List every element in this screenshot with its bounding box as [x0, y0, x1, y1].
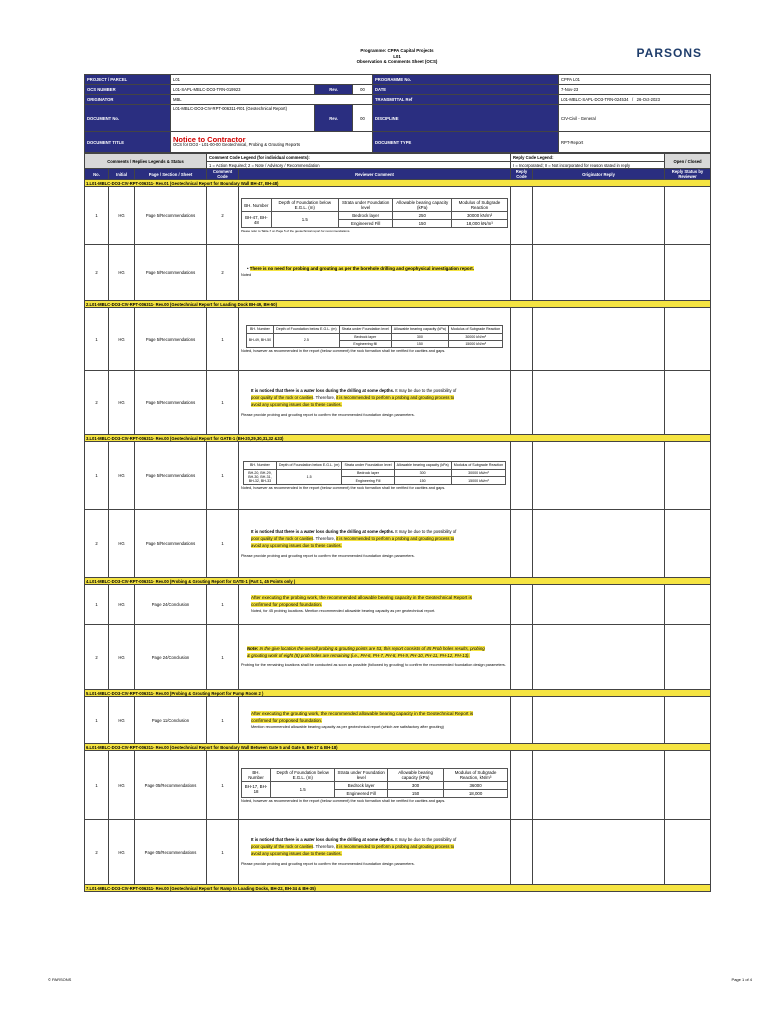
- row-initial: HG: [109, 371, 135, 435]
- discipline-label: DISCIPLINE: [373, 105, 559, 132]
- reply-status-cell: [665, 308, 711, 371]
- originator-reply-cell: [533, 442, 665, 510]
- reply-code-cell: [511, 697, 533, 744]
- comment-note: Noted, however as recommended in the report (below comment) the rock formation shall be verified for cavities and gaps.: [241, 349, 446, 353]
- reviewer-comment: [239, 585, 511, 625]
- mini-depth: 1.5: [276, 469, 342, 485]
- row-code: 1: [207, 371, 239, 435]
- mini-h-strata: Strata under Foundation level: [339, 326, 391, 333]
- discipline-value: CIV-Civil - General: [559, 105, 711, 132]
- ocs-label: OCS NUMBER: [85, 85, 171, 95]
- conclusion-text: After executing the probing work, the recommended allowable bearing capacity in the Geotechnical Report is confirmed for proposed foundation.: [251, 595, 472, 608]
- doc-title-cell: [171, 132, 373, 153]
- mini-h-depth: Depth of Foundation below E.G.L. (m): [274, 326, 340, 333]
- mini-mod: 18,000 kN/m³: [452, 220, 508, 228]
- bullet-text: There is no need for probing and grouting as per the borehole drilling and geophysical investigation report.: [249, 266, 474, 272]
- originator-reply-cell: [533, 751, 665, 820]
- row-code: 1: [207, 625, 239, 690]
- section-heading: 3.L01-MBLC-DO3-CIV-RPT-006311- Rev.00 (Geotechnical Report for GATE-1 (BH-20,29,30,31,32 &33): [85, 435, 711, 442]
- reply-code-cell: [511, 371, 533, 435]
- mini-h-strata: Strata under Foundation level: [338, 199, 393, 212]
- bullet-comment: • There is no need for probing and grouting as per the borehole drilling and geophysical investigation report.: [247, 266, 474, 272]
- originator-reply-cell: [533, 308, 665, 371]
- row-initial: HG: [109, 245, 135, 301]
- reviewer-comment: [239, 697, 511, 744]
- mini-bh: BH-20, BH-29, BH-30, BH-31, BH-32, BH-33: [243, 469, 276, 485]
- comment-note: Please provide probing and grouting report to confirm the recommended foundation design parameters.: [241, 412, 415, 417]
- title-line2: L01: [393, 53, 401, 59]
- footer-left: © PARSONS: [48, 977, 72, 982]
- section-heading: 7.L01-MBLC-DO3-CIV-RPT-006311- Rev.00 (Geotechnical Report for Ramp to Loading Docks, BH-22, BH-34 & BH-35): [85, 885, 711, 892]
- table-row: [85, 697, 711, 744]
- reply-code-cell: [511, 625, 533, 690]
- row-code: 1: [207, 442, 239, 510]
- section-heading: 2.L01-MBLC-DO3-CIV-RPT-006311- Rev.00 (Geotechnical Report for Loading Dock BH-49, BH-50): [85, 301, 711, 308]
- mini-bh: BH-17, BH-18: [242, 781, 271, 797]
- reply-status-cell: [665, 820, 711, 885]
- mini-h-abc: Allowable bearing capacity (kPa): [394, 462, 451, 469]
- mini-h-mod: Modulus of Subgrade Reaction: [451, 462, 505, 469]
- mini-mod: 36000: [444, 781, 508, 789]
- row-page: Page 05/Recommendations: [135, 751, 207, 820]
- document-no-label: DOCUMENT No.: [85, 105, 171, 132]
- row-initial: HG: [109, 820, 135, 885]
- originator-reply-cell: [533, 510, 665, 578]
- row-code: 1: [207, 820, 239, 885]
- row-initial: HG: [109, 751, 135, 820]
- water-loss-text2: . Therefore,: [313, 394, 337, 400]
- mini-strata: Engineered Fill: [338, 220, 393, 228]
- comment-note: Noted, however as recommended in the report (below comment) the rock formation shall be verified for cavities and gaps.: [241, 798, 446, 803]
- title-line3: Observation & Comments Sheet (OCS): [356, 59, 438, 65]
- mini-bh: BH-47, BH-48: [242, 212, 272, 228]
- row-code: 2: [207, 187, 239, 245]
- table-row: [85, 510, 711, 578]
- reply-status-cell: [665, 697, 711, 744]
- reply-code-cell: [511, 187, 533, 245]
- originator-reply-cell: [533, 585, 665, 625]
- originator-reply-cell: [533, 625, 665, 690]
- mini-h-abc: Allowable bearing capacity (kPa): [393, 199, 452, 212]
- mini-h-bh: BH. Number: [246, 326, 273, 333]
- rev-label-2: Rev.: [315, 105, 353, 132]
- table-row: [85, 442, 711, 510]
- table-row: [85, 820, 711, 885]
- col-comment-code: Comment Code: [207, 169, 239, 180]
- originator-reply-cell: [533, 187, 665, 245]
- originator-reply-cell: [533, 371, 665, 435]
- reply-status-cell: [665, 245, 711, 301]
- row-no: 2: [85, 245, 109, 301]
- reply-code-cell: [511, 308, 533, 371]
- row-no: 1: [85, 442, 109, 510]
- mini-mod: 15000 kN/m³: [451, 477, 505, 485]
- mini-strata: Bedrock layer: [339, 333, 391, 340]
- originator-label: ORIGINATOR: [85, 95, 171, 105]
- water-loss-lead: It is noticed that there is a water loss during the drilling at some depths.: [251, 528, 395, 534]
- reply-status-cell: [665, 625, 711, 690]
- reply-code-cell: [511, 442, 533, 510]
- row-no: 2: [85, 625, 109, 690]
- water-loss-comment: [241, 387, 508, 408]
- programme-value: CPPA L01: [559, 75, 711, 85]
- footer-page-number: Page 1 of 4: [731, 977, 752, 982]
- transmittal-ref: L01-MBLC-SAPL-DO3-TRN-024534: [561, 97, 629, 102]
- mini-h-bh: BH. Number: [242, 768, 271, 781]
- table-row: [85, 585, 711, 625]
- transmittal-date: 26-Oct-2023: [636, 97, 660, 102]
- comment-note: Probing for the remaining locations shall be conducted as soon as possible (followed by grouting) to confirm the recommended foundation design parameters.: [241, 663, 506, 668]
- note-label: Note:: [247, 646, 259, 652]
- reviewer-comment: [239, 442, 511, 510]
- row-initial: HG: [109, 697, 135, 744]
- row-code: 1: [207, 308, 239, 371]
- reviewer-comment: [239, 308, 511, 371]
- mini-h-strata: Strata under Foundation level: [335, 768, 388, 781]
- notice-to-contractor: Notice to Contractor: [173, 135, 246, 144]
- title-line1: Programme: CPPA Capital Projects: [360, 48, 434, 53]
- mini-h-strata: Strata under Foundation level: [342, 462, 394, 469]
- table-row: [85, 625, 711, 690]
- water-loss-comment: [241, 528, 508, 549]
- mini-mod: 18,000: [444, 789, 508, 797]
- mini-strata: Engineering fill: [339, 340, 391, 347]
- row-no: 1: [85, 308, 109, 371]
- open-closed-header: Open / Closed: [665, 154, 711, 169]
- row-page: Page 5/Recommendations: [135, 371, 207, 435]
- mini-strata: Bedrock layer: [338, 212, 393, 220]
- doc-title-value: OCS for DO3 - L01-00-00 Geotechnical, Probing & Grouting Reports: [173, 142, 301, 147]
- water-loss-hl: poor quality of the rock or cavities: [251, 844, 314, 850]
- row-initial: HG: [109, 510, 135, 578]
- table-row: [85, 187, 711, 245]
- transmittal-sep: /: [632, 97, 634, 102]
- project-label: PROJECT / PARCEL: [85, 75, 171, 85]
- section-heading: 4.L01-MBLC-DO3-CIV-RPT-006311- Rev.00 (Probing & Grouting Report for GATE-1 (Part 1, 45 Points only ): [85, 578, 711, 585]
- rev-value-2: 00: [353, 105, 373, 132]
- date-value: 7-Nov-23: [559, 85, 711, 95]
- ocs-sheet: [84, 44, 710, 892]
- foundation-table: [243, 461, 506, 485]
- reply-code-values: I = Incorporated; II = Not incorporated for reason stated in reply: [511, 162, 665, 169]
- mini-h-mod: Modulus of Subgrade Reaction: [452, 199, 508, 212]
- section-heading: 1.L01-MBLC-DO3-CIV-RPT-006311- Rev.01 (Geotechnical Report for Boundary Wall BH-47, BH-48): [85, 180, 711, 187]
- mini-abc: 150: [393, 220, 452, 228]
- reviewer-comment: [239, 625, 511, 690]
- mini-abc: 150: [388, 789, 444, 797]
- foundation-table: [241, 198, 508, 228]
- row-no: 1: [85, 187, 109, 245]
- mini-mod: 30000 kN/m³: [451, 469, 505, 477]
- water-loss-lead: It is noticed that there is a water loss during the drilling at some depths.: [251, 387, 395, 393]
- row-page: Page 5/Recommendations: [135, 245, 207, 301]
- water-loss-text: It may be due to the possibility of: [394, 528, 457, 534]
- comment-code-values: 1 = Action Required; 2 = Note / Advisory / Recommendation: [207, 162, 511, 169]
- mini-mod: 15000 kN/m³: [448, 340, 502, 347]
- reply-status-cell: [665, 510, 711, 578]
- mini-h-mod: Modulus of Subgrade Reaction, kN/m³: [444, 768, 508, 781]
- document-no-value: L01-MBLC-DO3-CIV-RPT-006311-R01 (Geotechnical Report): [171, 105, 315, 132]
- row-no: 1: [85, 751, 109, 820]
- comment-note: Noted, for 45 probing locations. Mention recommended allowable bearing capacity as per geotechnical report.: [251, 609, 436, 614]
- conclusion-comment: [241, 594, 508, 608]
- col-no: No.: [85, 169, 109, 180]
- conclusion-comment: [241, 710, 508, 724]
- doc-type-value: RPT-Report: [559, 132, 711, 153]
- water-loss-text2: . Therefore,: [313, 844, 337, 850]
- mini-mod: 30000 kN/m³: [452, 212, 508, 220]
- row-no: 2: [85, 371, 109, 435]
- rev-label: Rev.: [315, 85, 353, 95]
- water-loss-hl2: it is recommended to perform a probing and grouting process to avoid any upcoming issues due to these cavities.: [251, 394, 455, 407]
- col-originator-reply: Originator Reply: [533, 169, 665, 180]
- row-no: 1: [85, 697, 109, 744]
- row-page: Page 24/Conclusion: [135, 585, 207, 625]
- mini-abc: 300: [391, 333, 448, 340]
- mini-strata: Engineered Fill: [335, 789, 388, 797]
- mini-abc: 300: [388, 781, 444, 789]
- table-row: [85, 245, 711, 301]
- programme-label: PROGRAMME No.: [373, 75, 559, 85]
- mini-h-depth: Depth of Foundation below E.G.L. (m): [271, 768, 335, 781]
- row-code: 1: [207, 751, 239, 820]
- transmittal-label: TRANSMITTAL Ref: [373, 95, 559, 105]
- originator-reply-cell: [533, 697, 665, 744]
- row-page: Page 5/Recommendations: [135, 442, 207, 510]
- reply-code-cell: [511, 245, 533, 301]
- mini-abc: 150: [394, 477, 451, 485]
- originator-value: MBL: [171, 95, 373, 105]
- col-reviewer-comment: Reviewer Comment: [239, 169, 511, 180]
- foundation-table: [246, 325, 504, 348]
- row-page: Page 5/Recommendations: [135, 308, 207, 371]
- row-page: Page 24/Conclusion: [135, 625, 207, 690]
- col-reply-code: Reply Code: [511, 169, 533, 180]
- reply-status-cell: [665, 751, 711, 820]
- header-table: [84, 74, 711, 153]
- mini-abc: 150: [391, 340, 448, 347]
- mini-h-depth: Depth of Foundation below E.G.L. (m): [271, 199, 338, 212]
- mini-bh: BH-49, BH-50: [246, 333, 273, 347]
- row-no: 2: [85, 510, 109, 578]
- mini-h-bh: BH. Number: [243, 462, 276, 469]
- water-loss-hl2: it is recommended to perform a probing and grouting process to avoid any upcoming issues due to these cavities.: [251, 844, 455, 857]
- mini-depth: 1.5: [271, 212, 338, 228]
- comment-note: Please provide probing and grouting report to confirm the recommended foundation design parameters.: [241, 862, 415, 867]
- reply-code-cell: [511, 820, 533, 885]
- water-loss-hl2: it is recommended to perform a probing and grouting process to avoid any upcoming issues due to these cavities.: [251, 535, 455, 548]
- row-code: 2: [207, 245, 239, 301]
- row-initial: HG: [109, 187, 135, 245]
- comment-note: Noted, however as recommended in the report (below comment) the rock formation shall be verified for cavities and gaps.: [241, 486, 446, 491]
- reply-code-cell: [511, 585, 533, 625]
- transmittal-value: [559, 95, 711, 105]
- row-page: Page 5/Recommendations: [135, 187, 207, 245]
- reviewer-comment: [239, 820, 511, 885]
- section-heading: 5.L01-MBLC-DO3-CIV-RPT-006311- Rev.00 (Probing & Grouting Report for Pump Room 2 ): [85, 690, 711, 697]
- reply-code-legend: Reply Code Legend:: [511, 154, 665, 162]
- row-initial: HG: [109, 585, 135, 625]
- mini-h-bh: BH. Number: [242, 199, 272, 212]
- originator-reply-cell: [533, 820, 665, 885]
- col-page: Page / Section / Sheet: [135, 169, 207, 180]
- comment-note: Noted: [241, 273, 252, 278]
- row-no: 1: [85, 585, 109, 625]
- doc-title-label: DOCUMENT TITLE: [85, 132, 171, 153]
- legend-comments-status: Comments / Replies Legends & Status: [85, 154, 207, 169]
- foundation-table: [241, 768, 508, 798]
- table-row: [85, 371, 711, 435]
- row-initial: HG: [109, 625, 135, 690]
- comment-code-legend: Comment Code Legend (for individual comments):: [207, 154, 511, 162]
- sheet-title: [84, 44, 710, 74]
- table-row: [85, 308, 711, 371]
- water-loss-text: It may be due to the possibility of: [394, 387, 457, 393]
- project-value: L01: [171, 75, 373, 85]
- row-code: 1: [207, 585, 239, 625]
- remaining-probes-comment: [241, 645, 508, 659]
- water-loss-hl: poor quality of the rock or cavities: [251, 535, 314, 541]
- reviewer-comment: [239, 187, 511, 245]
- col-reply-status: Reply Status by Reviewer: [665, 169, 711, 180]
- reply-code-cell: [511, 751, 533, 820]
- comments-table: [84, 153, 711, 892]
- mini-h-mod: Modulus of Subgrade Reaction: [448, 326, 502, 333]
- reviewer-comment: [239, 751, 511, 820]
- doc-type-label: DOCUMENT TYPE: [373, 132, 559, 153]
- reply-status-cell: [665, 442, 711, 510]
- col-initial: Initial: [109, 169, 135, 180]
- mini-h-abc: Allowable bearing capacity (kPa): [391, 326, 448, 333]
- mini-strata: Bedrock layer: [342, 469, 394, 477]
- comment-note: Please provide probing and grouting report to confirm the recommended foundation design parameters.: [241, 553, 415, 558]
- parsons-logo: PARSONS: [636, 46, 702, 60]
- water-loss-hl: poor quality of the rock or cavities: [251, 394, 314, 400]
- water-loss-text: It may be due to the possibility of: [394, 837, 457, 843]
- row-page: Page 5/Recommendations: [135, 510, 207, 578]
- mini-strata: Bedrock layer: [335, 781, 388, 789]
- row-code: 1: [207, 697, 239, 744]
- originator-reply-cell: [533, 245, 665, 301]
- mini-abc: 300: [394, 469, 451, 477]
- comment-note: Please refer to Table-7 on Page 5 of the geotechnical report for recommendations.: [241, 229, 351, 234]
- ocs-value: L01-SAPL-MBLC-DO3-TRN-019923: [171, 85, 315, 95]
- mini-depth: 2.5: [274, 333, 340, 347]
- comment-note: Mention recommended allowable bearing capacity as per geotechnical report (which are satisfactory after grouting): [251, 724, 444, 729]
- mini-h-depth: Depth of Foundation below E.G.L. (m): [276, 462, 342, 469]
- reply-status-cell: [665, 371, 711, 435]
- mini-strata: Engineering Fill: [342, 477, 394, 485]
- water-loss-text2: . Therefore,: [313, 535, 337, 541]
- rev-value: 00: [353, 85, 373, 95]
- row-initial: HG: [109, 442, 135, 510]
- date-label: DATE: [373, 85, 559, 95]
- mini-mod: 30000 kN/m³: [448, 333, 502, 340]
- row-page: Page 05/Recommendations: [135, 820, 207, 885]
- conclusion-text: After executing the grouting work, the recommended allowable bearing capacity in the Geotechnical Report is confirmed for proposed foundation.: [251, 710, 474, 723]
- reviewer-comment: [239, 510, 511, 578]
- water-loss-lead: It is noticed that there is a water loss during the drilling at some depths.: [251, 837, 395, 843]
- note-text: In the give location the overall probing & grouting points are 53, this report consists of 45 Prob holes results, probing & grouting work of eight (8) prob holes are remaining (i.e., PH-6, PH-7, PH-8, PH-9, PH-10, PH-11, PH-12, PH-13).: [247, 646, 485, 659]
- reply-status-cell: [665, 187, 711, 245]
- reviewer-comment: [239, 245, 511, 301]
- mini-h-abc: Allowable bearing capacity (kPa): [388, 768, 444, 781]
- row-code: 1: [207, 510, 239, 578]
- row-initial: HG: [109, 308, 135, 371]
- reviewer-comment: [239, 371, 511, 435]
- section-heading: 6.L01-MBLC-DO3-CIV-RPT-006311- Rev.00 (Geotechnical Report for Boundary Wall Between Gate 5 and Gate 6, BH-17 & BH-18): [85, 744, 711, 751]
- row-page: Page 11/Conclusion: [135, 697, 207, 744]
- mini-abc: 250: [393, 212, 452, 220]
- water-loss-comment: [241, 836, 508, 857]
- reply-code-cell: [511, 510, 533, 578]
- row-no: 2: [85, 820, 109, 885]
- reply-status-cell: [665, 585, 711, 625]
- mini-depth: 1.5: [271, 781, 335, 797]
- table-row: [85, 751, 711, 820]
